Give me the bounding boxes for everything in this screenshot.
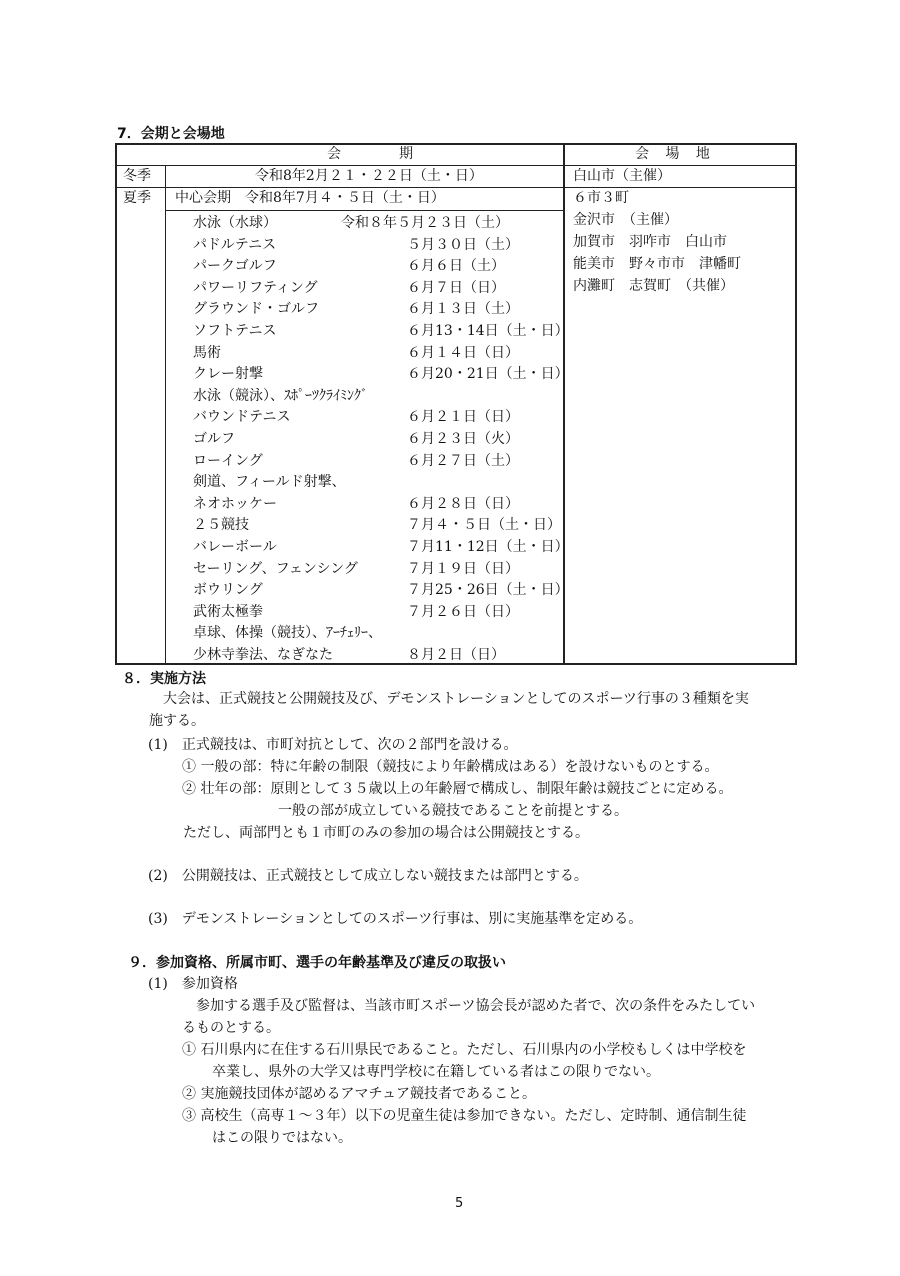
section-9-heading: ９．参加資格、所属市町、選手の年齢基準及び違反の取扱い — [128, 955, 506, 971]
section-9-condition-3-line-2: はこの限りではない。 — [212, 1130, 352, 1146]
section-9-condition-1-line-1: ① 石川県内に在住する石川県民であること。ただし、石川県内の小学校もしくは中学校を — [182, 1042, 747, 1058]
event-date: ７月４・５日（土・日） — [407, 517, 561, 534]
section-8-item-2: (2) 公開競技は、正式競技として成立しない競技または部門とする。 — [148, 868, 588, 884]
header-period: 会 期 — [327, 146, 435, 162]
section-9-condition-1-line-2: 卒業し、県外の大学又は専門学校に在籍している者はこの限りでない。 — [212, 1064, 660, 1080]
section-9-item-1: (1) 参加資格 — [148, 976, 238, 992]
section-8-item-3: (3) デモンストレーションとしてのスポーツ行事は、別に実施基準を定める。 — [148, 911, 643, 927]
table-border-right — [795, 143, 797, 665]
event-name: パドルテニス — [193, 236, 277, 253]
event-name: 水泳（水球） — [193, 215, 277, 231]
event-date: ５月３０日（土） — [407, 236, 519, 253]
section-8-intro-line-2: 施する。 — [149, 713, 205, 729]
summer-label: 夏季 — [123, 190, 151, 206]
event-name: ローイング — [193, 452, 263, 469]
event-name: ２５競技 — [193, 517, 249, 534]
section-8-item-1-general: ① 一般の部：特に年齢の制限（競技により年齢構成はある）を設けないものとする。 — [182, 759, 719, 775]
event-date: ８月２日（日） — [407, 647, 505, 663]
summer-central-period: 中心会期 令和8年7月４・５日（土・日） — [175, 190, 445, 206]
section-8-item-1-senior: ② 壮年の部：原則として３５歳以上の年齢層で構成し、制限年齢は競技ごとに定める。 — [182, 781, 733, 797]
winter-period: 令和8年2月２１・２２日（土・日） — [255, 168, 483, 184]
section-7-heading: 7．会期と会場地 — [117, 126, 225, 142]
event-date: ６月１４日（日） — [407, 344, 519, 361]
section-9-condition-2: ② 実施競技団体が認めるアマチュア競技者であること。 — [182, 1086, 537, 1102]
event-name: 少林寺拳法、なぎなた — [193, 647, 333, 663]
event-date: ６月６日（土） — [407, 258, 505, 275]
summer-venue-line: 加賀市 羽咋市 白山市 — [573, 234, 727, 250]
summer-venue-line: 金沢市 （主催） — [573, 212, 678, 228]
section-8-heading: ８．実施方法 — [122, 671, 206, 687]
event-name: 剣道、フィールド射撃、 — [193, 474, 346, 491]
event-name: ネオホッケー — [193, 495, 277, 512]
page-number: 5 — [455, 1196, 464, 1211]
event-date: ６月13・14日（土・日） — [407, 323, 569, 339]
event-date: ６月20・21日（土・日） — [407, 366, 569, 383]
event-name: ボウリング — [193, 582, 263, 599]
summer-venue-line: ６市３町 — [573, 190, 629, 206]
event-date: ６月２７日（土） — [407, 452, 519, 469]
section-8-item-1: (1) 正式競技は、市町対抗として、次の２部門を設ける。 — [148, 737, 518, 753]
event-name: パークゴルフ — [193, 258, 277, 275]
event-date: ７月25・26日（土・日） — [407, 582, 569, 599]
event-name: ソフトテニス — [193, 323, 277, 339]
table-border-left — [115, 143, 117, 665]
event-name: 卓球、体操（競技）、ｱｰﾁｪﾘｰ、 — [193, 625, 382, 642]
section-9-text-line-1: 参加する選手及び監督は、当該市町スポーツ協会長が認めた者で、次の条件をみたしてい — [196, 998, 756, 1014]
event-name: セーリング、フェンシング — [193, 560, 358, 577]
winter-label: 冬季 — [123, 168, 151, 184]
schedule-table — [115, 143, 797, 665]
event-name: ゴルフ — [193, 431, 235, 447]
event-name: 水泳（競泳）、ｽﾎﾟｰﾂｸﾗｲﾐﾝｸﾞ — [193, 387, 368, 404]
event-name: パワーリフティング — [193, 279, 318, 296]
event-date: ６月１３日（土） — [407, 301, 519, 318]
event-name: バウンドテニス — [193, 409, 291, 426]
header-venue: 会 場 地 — [635, 146, 716, 162]
event-name: 馬術 — [193, 344, 221, 361]
summer-venue-line: 内灘町 志賀町 （共催） — [573, 278, 734, 294]
label-column-divider — [165, 165, 166, 665]
event-name: 武術太極拳 — [193, 603, 263, 620]
section-8-item-1-senior-cont: 一般の部が成立している競技であることを前提とする。 — [278, 803, 628, 819]
event-name: クレー射撃 — [193, 366, 263, 383]
event-date: ６月２３日（火） — [407, 431, 519, 447]
event-date: ７月１９日（日） — [407, 560, 519, 577]
event-name: バレーボール — [193, 539, 277, 555]
event-date: ６月２１日（日） — [407, 409, 519, 426]
event-date: ６月２８日（日） — [407, 495, 519, 512]
summer-venue-line: 能美市 野々市市 津幡町 — [573, 256, 741, 272]
section-8-item-1-note: ただし、両部門とも１市町のみの参加の場合は公開競技とする。 — [183, 825, 589, 841]
winter-venue: 白山市（主催） — [573, 168, 671, 184]
event-date: 令和８年５月２３日（土） — [341, 215, 509, 231]
event-date: ７月２６日（日） — [407, 603, 519, 620]
section-9-condition-3-line-1: ③ 高校生（高専１～３年）以下の児童生徒は参加できない。ただし、定時制、通信制生徒 — [182, 1108, 747, 1124]
section-9-text-line-2: るものとする。 — [182, 1020, 280, 1036]
event-date: ７月11・12日（土・日） — [407, 539, 569, 555]
event-date: ６月７日（日） — [407, 279, 505, 296]
central-period-divider — [165, 210, 563, 211]
section-8-intro-line-1: 大会は、正式競技と公開競技及び、デモンストレーションとしてのスポーツ行事の３種類を実 — [163, 691, 749, 707]
event-name: グラウンド・ゴルフ — [193, 301, 319, 318]
